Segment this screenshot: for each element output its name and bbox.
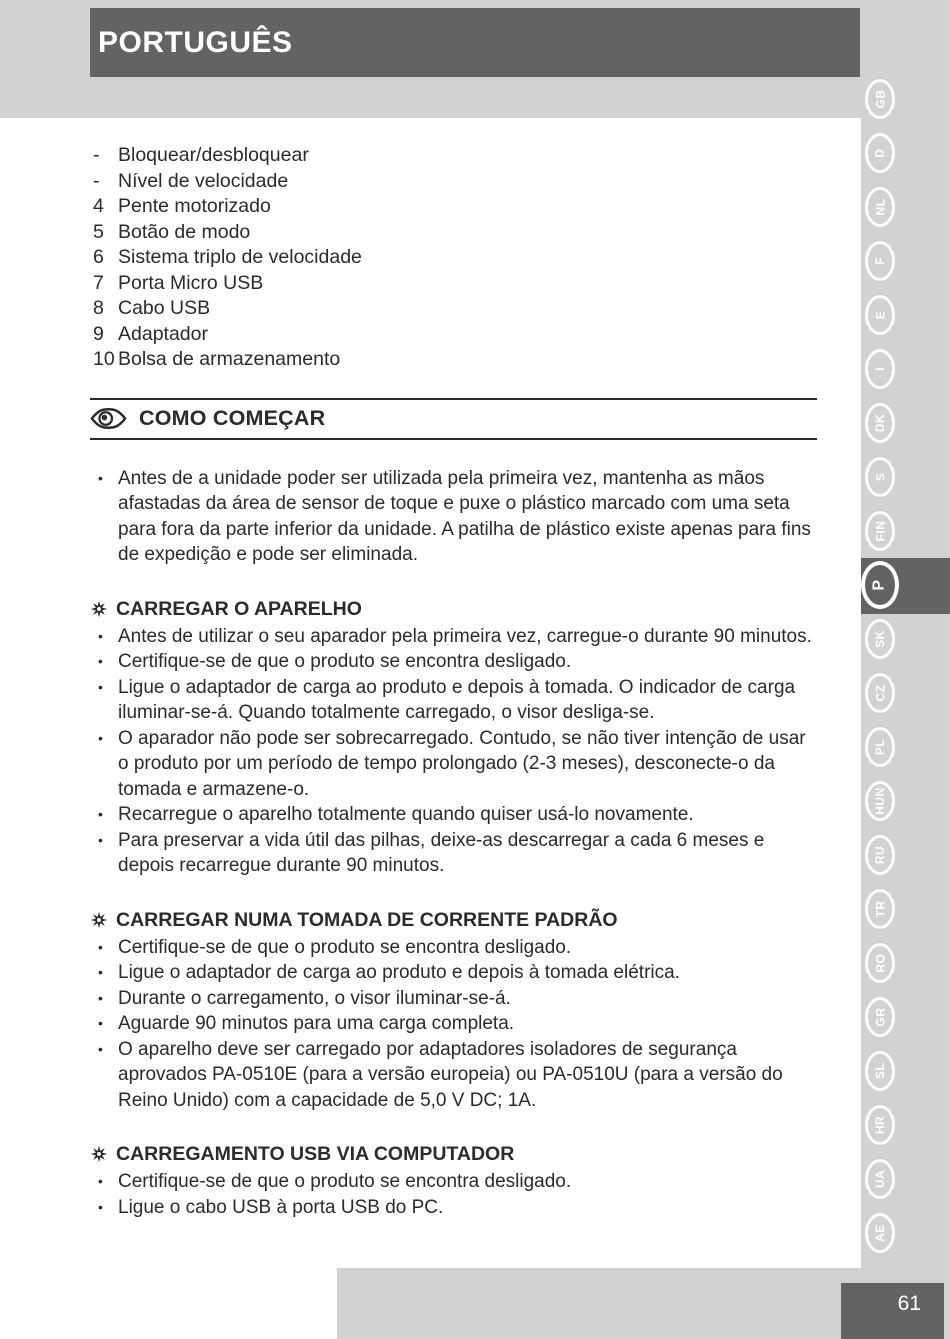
language-badge-dk: DK	[865, 403, 895, 443]
list-item: 8 Cabo USB	[93, 297, 211, 319]
language-badge-nl: NL	[865, 187, 895, 227]
list-item: - Bloquear/desbloquear	[93, 144, 309, 166]
bullet-item: • Antes de a unidade poder ser utilizada pela primeira vez, mantenha as mãos afastadas da área de sensor de toque e puxe o plástico marcado com uma seta para fora da parte inferior da unidade. A patilha de plástico existe apenas para fins de expedição e pode ser eliminada.	[90, 466, 817, 568]
section-getting-started	[90, 398, 817, 440]
language-badge-gb: GB	[865, 79, 895, 119]
section-title: CARREGAR NUMA TOMADA DE CORRENTE PADRÃO	[116, 908, 618, 931]
language-badge-sl: SL	[865, 1051, 895, 1091]
page-content	[0, 118, 861, 1220]
bullet-item: • Certifique-se de que o produto se encontra desligado.	[90, 649, 817, 675]
section-title: COMO COMEÇAR	[139, 405, 326, 430]
page-header	[90, 8, 860, 77]
section-charge-device	[90, 596, 817, 879]
bullet-item: • Recarregue o aparelho totalmente quando quiser usá-lo novamente.	[90, 802, 817, 828]
section-title: CARREGAMENTO USB VIA COMPUTADOR	[116, 1143, 515, 1165]
bullet-item: • Ligue o cabo USB à porta USB do PC.	[90, 1195, 817, 1221]
list-item: 10 Bolsa de armazenamento	[93, 348, 341, 370]
bullet-item: • Durante o carregamento, o visor iluminar-se-á.	[90, 986, 817, 1012]
bullet-item: • O aparelho deve ser carregado por adaptadores isoladores de segurança aprovados PA-0510E (para a versão europeia) ou PA-0510U (para a versão do Reino Unido) com a capacidade de 5,0 V DC; 1A.	[90, 1037, 817, 1114]
list-item: 6 Sistema triplo de velocidade	[93, 246, 362, 268]
language-badge-d: D	[865, 133, 895, 173]
intro-bullets	[90, 466, 817, 568]
language-badge-s: S	[865, 457, 895, 497]
bullet-item: • Aguarde 90 minutos para uma carga completa.	[90, 1011, 817, 1037]
list-item: 5 Botão de modo	[93, 220, 251, 243]
language-badge-tr: TR	[865, 889, 895, 929]
language-badge-pl: PL	[865, 727, 895, 767]
language-badge-p-active: P	[861, 561, 899, 609]
bullet-item: • Ligue o adaptador de carga ao produto e depois à tomada. O indicador de carga iluminar-se-á. Quando totalmente carregado, o visor desliga-se.	[90, 675, 817, 726]
language-sidebar	[861, 0, 950, 1339]
language-badge-i: I	[865, 349, 895, 389]
language-badge-ua: UA	[865, 1159, 895, 1199]
page-title: PORTUGUÊS	[98, 25, 293, 59]
language-badge-hr: HR	[865, 1105, 895, 1145]
sunburst-icon	[90, 911, 108, 929]
language-badge-f: F	[865, 241, 895, 281]
language-badge-ae: AE	[865, 1213, 895, 1253]
section-charge-mains	[90, 907, 817, 1114]
list-item: 4 Pente motorizado	[93, 195, 271, 217]
list-item: 7 Porta Micro USB	[93, 271, 264, 294]
language-badge-hun: HUN	[865, 781, 895, 821]
language-badge-ru: RU	[865, 835, 895, 875]
language-badge-e: E	[865, 295, 895, 335]
list-item: 9 Adaptador	[93, 322, 208, 345]
language-badge-cz: CZ	[865, 673, 895, 713]
bullet-item: • Ligue o adaptador de carga ao produto e depois à tomada elétrica.	[90, 960, 817, 986]
language-badge-fin: FIN	[865, 511, 895, 551]
bullet-item: • Para preservar a vida útil das pilhas, deixe-as descarregar a cada 6 meses e depois recarregue durante 90 minutos.	[90, 828, 817, 879]
section-charge-usb	[90, 1141, 817, 1220]
bullet-item: • Certifique-se de que o produto se encontra desligado.	[90, 1169, 817, 1195]
section-title: CARREGAR O APARELHO	[116, 597, 362, 620]
language-badge-gr: GR	[865, 997, 895, 1037]
language-badge-sk: SK	[865, 619, 895, 659]
language-badge-ro: RO	[865, 943, 895, 983]
parts-list	[90, 143, 817, 373]
sunburst-icon	[90, 600, 108, 618]
bullet-item: • Certifique-se de que o produto se encontra desligado.	[90, 935, 817, 961]
page-number: 61	[841, 1283, 944, 1339]
eye-icon	[90, 407, 127, 430]
list-item: - Nível de velocidade	[93, 169, 289, 192]
bullet-item: • O aparador não pode ser sobrecarregado. Contudo, se não tiver intenção de usar o produto por um período de tempo prolongado (2-3 meses), desconecte-o da tomada e armazene-o.	[90, 726, 817, 803]
sunburst-icon	[90, 1145, 108, 1163]
bullet-item: • Antes de utilizar o seu aparador pela primeira vez, carregue-o durante 90 minutos.	[90, 624, 817, 650]
